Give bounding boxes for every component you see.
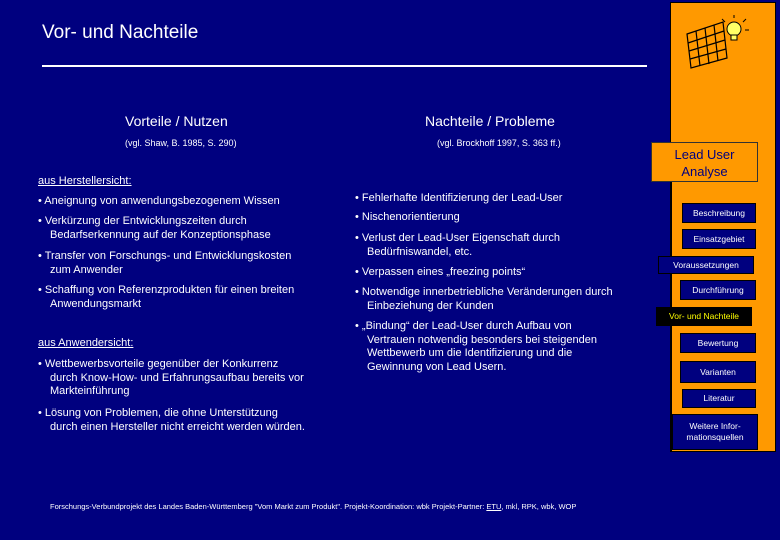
list-item: • Nischenorientierung [355,211,460,223]
lead-user-title-box [651,142,758,182]
etu-link[interactable]: ETU [486,502,502,511]
list-item: • Lösung von Problemen, die ohne Unterstützung durch einen Hersteller nicht erreicht werden würden. [38,407,305,433]
nav-einsatzgebiet[interactable]: Einsatzgebiet [682,229,756,249]
panel-divider [671,148,672,451]
footer-text: Forschungs-Verbundprojekt des Landes Baden-Württemberg "Vom Markt zum Produkt". Projekt-Koordination: wbk Projekt-Partner: ETU, mkl, RPK, wbk, WOP [50,502,577,511]
title-divider [42,65,647,67]
list-item: • Notwendige innerbetriebliche Veränderungen durch Einbeziehung der Kunden [355,286,613,312]
page-title: Vor- und Nachteile [42,22,199,43]
nav-vor-und-nachteile[interactable]: Vor- und Nachteile [656,307,752,326]
nav-literatur[interactable]: Literatur [682,389,756,408]
list-item: • Verlust der Lead-User Eigenschaft durch Bedürfniswandel, etc. [355,232,561,258]
list-item: • „Bindung“ der Lead-User durch Aufbau von Vertrauen notwendig besonders bei steigenden Wettbewerb um die Identifizierung und die Gewinnung von Lead Usern. [355,320,597,373]
advantages-heading: Vorteile / Nutzen [125,113,228,129]
list-item: • Schaffung von Referenzprodukten für einen breiten Anwendungsmarkt [38,284,295,310]
list-item: • Aneignung von anwendungsbezogenem Wissen [38,195,280,207]
list-item: • Wettbewerbsvorteile gegenüber der Konkurrenz durch Know-How- und Erfahrungsaufbau bereits vor Markteinführung [38,358,304,397]
nav-varianten[interactable]: Varianten [680,361,756,383]
lightbulb-grid-logo-icon [683,14,753,70]
nav-bewertung[interactable]: Bewertung [680,333,756,353]
disadvantages-reference: (vgl. Brockhoff 1997, S. 363 ff.) [437,138,561,148]
manufacturer-section-heading: aus Herstellersicht: [38,175,132,187]
advantages-reference: (vgl. Shaw, B. 1985, S. 290) [125,138,237,148]
list-item: • Verpassen eines „freezing points“ [355,266,526,278]
lead-user-title: Lead User [674,147,735,162]
list-item: • Verkürzung der Entwicklungszeiten durch Bedarfserkennung auf der Konzeptionsphase [38,215,271,241]
list-item: • Transfer von Forschungs- und Entwicklungskosten zum Anwender [38,250,292,276]
analyse-title: Analyse [681,164,728,179]
user-section-heading: aus Anwendersicht: [38,337,134,349]
disadvantages-heading: Nachteile / Probleme [425,113,555,129]
list-item: • Fehlerhafte Identifizierung der Lead-User [355,192,563,204]
nav-weitere-informationsquellen[interactable]: Weitere Infor- mationsquellen [672,414,758,450]
nav-beschreibung[interactable]: Beschreibung [682,203,756,223]
nav-voraussetzungen[interactable]: Voraussetzungen [658,256,754,274]
nav-durchfuehrung[interactable]: Durchführung [680,280,756,300]
